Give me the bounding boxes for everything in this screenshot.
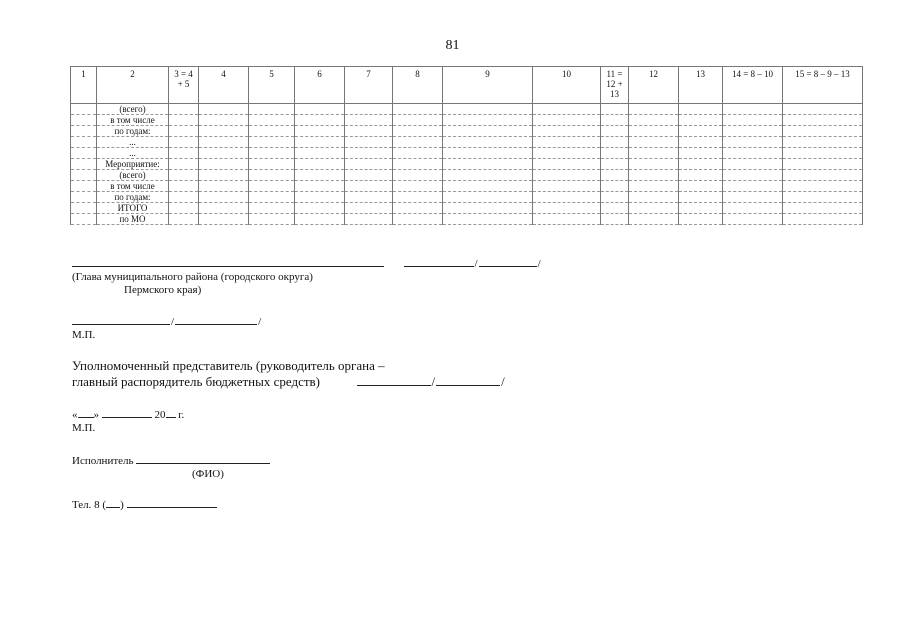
head-caption-line1: (Глава муниципального района (городского округа) xyxy=(72,271,313,283)
table-cell[interactable] xyxy=(723,203,783,214)
table-cell[interactable] xyxy=(249,159,295,170)
table-cell[interactable] xyxy=(601,115,629,126)
table-cell[interactable] xyxy=(679,203,723,214)
table-cell[interactable] xyxy=(783,148,863,159)
table-cell[interactable] xyxy=(533,126,601,137)
table-cell[interactable] xyxy=(249,104,295,115)
form-table xyxy=(70,66,863,225)
table-cell[interactable] xyxy=(443,170,533,181)
table-cell[interactable] xyxy=(345,214,393,225)
table-cell[interactable] xyxy=(169,137,199,148)
table-cell[interactable] xyxy=(601,104,629,115)
table-cell[interactable] xyxy=(393,137,443,148)
column-header: 11 = 12 + 13 xyxy=(601,67,629,104)
representative-signature-line[interactable] xyxy=(357,374,431,386)
page-number: 81 xyxy=(445,38,460,53)
table-cell[interactable] xyxy=(393,181,443,192)
table-cell[interactable] xyxy=(723,170,783,181)
table-cell[interactable] xyxy=(723,148,783,159)
executor-fio-caption: (ФИО) xyxy=(192,468,224,480)
table-cell[interactable] xyxy=(783,214,863,225)
table-cell[interactable] xyxy=(249,148,295,159)
table-cell[interactable] xyxy=(443,203,533,214)
table-cell[interactable] xyxy=(295,170,345,181)
stamp-label: М.П. xyxy=(72,329,96,341)
table-cell[interactable] xyxy=(169,115,199,126)
column-header: 12 xyxy=(629,67,679,104)
table-cell[interactable] xyxy=(249,170,295,181)
table-cell[interactable] xyxy=(345,181,393,192)
table-cell[interactable] xyxy=(169,104,199,115)
table-header-row xyxy=(71,67,863,104)
table-cell[interactable] xyxy=(629,203,679,214)
table-cell[interactable] xyxy=(533,115,601,126)
table-cell[interactable] xyxy=(679,148,723,159)
table-cell[interactable] xyxy=(723,104,783,115)
table-cell[interactable] xyxy=(601,214,629,225)
table-cell[interactable] xyxy=(249,192,295,203)
table-cell[interactable] xyxy=(393,170,443,181)
table-cell[interactable] xyxy=(295,148,345,159)
separator-slash: / xyxy=(431,374,436,389)
table-cell[interactable] xyxy=(629,137,679,148)
table-cell[interactable] xyxy=(295,192,345,203)
table-cell[interactable] xyxy=(199,115,249,126)
table-cell[interactable] xyxy=(199,159,249,170)
table-cell[interactable] xyxy=(443,126,533,137)
head-signature-line[interactable] xyxy=(404,255,474,267)
table-cell[interactable] xyxy=(169,192,199,203)
column-header: 3 = 4 + 5 xyxy=(169,67,199,104)
phone-label: Тел. 8 ( xyxy=(72,499,107,511)
table-cell[interactable] xyxy=(345,192,393,203)
column-header: 5 xyxy=(249,67,295,104)
table-cell[interactable] xyxy=(443,214,533,225)
table-cell[interactable] xyxy=(71,192,97,203)
table-cell[interactable] xyxy=(723,181,783,192)
head-signature-block xyxy=(72,255,542,297)
table-cell[interactable] xyxy=(249,115,295,126)
table-cell[interactable] xyxy=(679,159,723,170)
table-cell[interactable] xyxy=(345,104,393,115)
table-cell[interactable] xyxy=(783,159,863,170)
table-cell[interactable] xyxy=(443,181,533,192)
phone-code-line[interactable] xyxy=(106,496,120,508)
table-cell[interactable] xyxy=(295,104,345,115)
stamp1-name-line[interactable] xyxy=(175,313,257,325)
table-cell[interactable] xyxy=(783,203,863,214)
column-header: 10 xyxy=(533,67,601,104)
table-cell[interactable] xyxy=(71,126,97,137)
date-month-line[interactable] xyxy=(102,406,152,418)
table-cell[interactable] xyxy=(199,170,249,181)
table-cell[interactable] xyxy=(393,126,443,137)
date-year-line[interactable] xyxy=(166,406,176,418)
table-cell[interactable] xyxy=(443,137,533,148)
phone-block xyxy=(72,496,217,512)
column-header: 13 xyxy=(679,67,723,104)
row-label: по годам: xyxy=(97,192,169,203)
table-cell[interactable] xyxy=(629,192,679,203)
table-cell[interactable] xyxy=(295,115,345,126)
date-block xyxy=(72,406,184,435)
table-cell[interactable] xyxy=(71,159,97,170)
table-cell[interactable] xyxy=(679,181,723,192)
table-cell[interactable] xyxy=(393,203,443,214)
table-row xyxy=(71,159,863,170)
table-cell[interactable] xyxy=(723,192,783,203)
table-cell[interactable] xyxy=(169,159,199,170)
column-header: 4 xyxy=(199,67,249,104)
column-header: 6 xyxy=(295,67,345,104)
representative-name-line[interactable] xyxy=(436,374,500,386)
table-cell[interactable] xyxy=(199,192,249,203)
representative-line1: Уполномоченный представитель (руководитель органа – xyxy=(72,358,385,373)
table-cell[interactable] xyxy=(783,192,863,203)
table-cell[interactable] xyxy=(393,115,443,126)
table-cell[interactable] xyxy=(723,159,783,170)
row-label: (всего) xyxy=(97,104,169,115)
table-cell[interactable] xyxy=(679,137,723,148)
table-cell[interactable] xyxy=(533,181,601,192)
separator-slash: / xyxy=(171,316,175,328)
table-cell[interactable] xyxy=(393,214,443,225)
table-cell[interactable] xyxy=(249,137,295,148)
representative-line2: главный распорядитель бюджетных средств) xyxy=(72,374,321,389)
table-cell[interactable] xyxy=(629,214,679,225)
table-cell[interactable] xyxy=(169,170,199,181)
table-cell[interactable] xyxy=(199,181,249,192)
table-cell[interactable] xyxy=(679,170,723,181)
column-header: 2 xyxy=(97,67,169,104)
table-row xyxy=(71,181,863,192)
table-row xyxy=(71,214,863,225)
table-cell[interactable] xyxy=(629,159,679,170)
table-cell[interactable] xyxy=(443,192,533,203)
separator-slash: / xyxy=(474,258,478,270)
table-cell[interactable] xyxy=(679,115,723,126)
date-year-prefix: 20 xyxy=(154,409,166,421)
executor-block xyxy=(72,452,270,481)
table-cell[interactable] xyxy=(295,181,345,192)
table-cell[interactable] xyxy=(443,159,533,170)
column-header: 15 = 8 – 9 – 13 xyxy=(783,67,863,104)
column-header: 1 xyxy=(71,67,97,104)
row-label: ... xyxy=(97,137,169,148)
table-cell[interactable] xyxy=(723,126,783,137)
table-cell[interactable] xyxy=(533,214,601,225)
table-cell[interactable] xyxy=(71,115,97,126)
table-cell[interactable] xyxy=(345,148,393,159)
table-cell[interactable] xyxy=(601,170,629,181)
table-cell[interactable] xyxy=(443,148,533,159)
table-row xyxy=(71,126,863,137)
table-row xyxy=(71,104,863,115)
separator-slash: / xyxy=(258,316,262,328)
table-cell[interactable] xyxy=(533,203,601,214)
head-position-line[interactable] xyxy=(72,255,384,267)
table-cell[interactable] xyxy=(345,170,393,181)
row-label: Мероприятие: xyxy=(97,159,169,170)
table-cell[interactable] xyxy=(295,159,345,170)
table-row xyxy=(71,203,863,214)
executor-name-line[interactable] xyxy=(136,452,270,464)
table-cell[interactable] xyxy=(71,104,97,115)
separator-slash: / xyxy=(537,258,541,270)
table-cell[interactable] xyxy=(169,181,199,192)
table-cell[interactable] xyxy=(393,192,443,203)
head-name-line[interactable] xyxy=(479,255,537,267)
table-cell[interactable] xyxy=(629,181,679,192)
table-cell[interactable] xyxy=(533,192,601,203)
table-row xyxy=(71,137,863,148)
table-cell[interactable] xyxy=(199,137,249,148)
table-cell[interactable] xyxy=(393,104,443,115)
row-label: по годам: xyxy=(97,126,169,137)
table-cell[interactable] xyxy=(601,148,629,159)
table-cell[interactable] xyxy=(783,115,863,126)
table-cell[interactable] xyxy=(71,170,97,181)
table-cell[interactable] xyxy=(679,104,723,115)
table-cell[interactable] xyxy=(629,104,679,115)
table-cell[interactable] xyxy=(629,148,679,159)
table-cell[interactable] xyxy=(783,170,863,181)
table-cell[interactable] xyxy=(723,137,783,148)
row-label: (всего) xyxy=(97,170,169,181)
stamp-block-1 xyxy=(72,313,262,342)
table-cell[interactable] xyxy=(169,203,199,214)
row-label: ИТОГО xyxy=(97,203,169,214)
table-cell[interactable] xyxy=(295,126,345,137)
table-cell[interactable] xyxy=(533,148,601,159)
table-row xyxy=(71,115,863,126)
date-year-suffix: г. xyxy=(178,409,185,421)
table-cell[interactable] xyxy=(783,137,863,148)
table-cell[interactable] xyxy=(249,181,295,192)
table-cell[interactable] xyxy=(601,181,629,192)
table-cell[interactable] xyxy=(443,115,533,126)
table-row xyxy=(71,170,863,181)
table-cell[interactable] xyxy=(533,159,601,170)
table-cell[interactable] xyxy=(601,126,629,137)
head-caption-line2: Пермского края) xyxy=(124,284,202,296)
table-cell[interactable] xyxy=(723,214,783,225)
table-cell[interactable] xyxy=(345,159,393,170)
table-cell[interactable] xyxy=(71,203,97,214)
table-cell[interactable] xyxy=(169,148,199,159)
table-cell[interactable] xyxy=(629,115,679,126)
table-cell[interactable] xyxy=(71,137,97,148)
table-cell[interactable] xyxy=(295,203,345,214)
table-cell[interactable] xyxy=(393,159,443,170)
table-cell[interactable] xyxy=(629,126,679,137)
table-cell[interactable] xyxy=(199,203,249,214)
table-cell[interactable] xyxy=(533,137,601,148)
table-cell[interactable] xyxy=(199,104,249,115)
table-cell[interactable] xyxy=(783,126,863,137)
table-cell[interactable] xyxy=(601,137,629,148)
table-cell[interactable] xyxy=(295,214,345,225)
table-row xyxy=(71,148,863,159)
table-cell[interactable] xyxy=(199,148,249,159)
table-cell[interactable] xyxy=(601,203,629,214)
table-cell[interactable] xyxy=(345,115,393,126)
column-header: 14 = 8 – 10 xyxy=(723,67,783,104)
row-label: в том числе xyxy=(97,181,169,192)
table-cell[interactable] xyxy=(723,115,783,126)
table-cell[interactable] xyxy=(345,203,393,214)
table-cell[interactable] xyxy=(783,181,863,192)
column-header: 8 xyxy=(393,67,443,104)
representative-block xyxy=(72,358,506,390)
table-row xyxy=(71,192,863,203)
table-cell[interactable] xyxy=(71,214,97,225)
stamp-label: М.П. xyxy=(72,422,96,434)
separator-slash: / xyxy=(501,374,505,389)
table-cell[interactable] xyxy=(601,159,629,170)
table-cell[interactable] xyxy=(71,181,97,192)
table-cell[interactable] xyxy=(679,192,723,203)
table-cell[interactable] xyxy=(533,170,601,181)
table-cell[interactable] xyxy=(345,137,393,148)
stamp1-signature-line[interactable] xyxy=(72,313,170,325)
table-cell[interactable] xyxy=(629,170,679,181)
table-cell[interactable] xyxy=(249,203,295,214)
table-cell[interactable] xyxy=(199,214,249,225)
phone-close-paren: ) xyxy=(120,499,124,511)
table-cell[interactable] xyxy=(443,104,533,115)
table-cell[interactable] xyxy=(679,126,723,137)
column-header: 7 xyxy=(345,67,393,104)
executor-label: Исполнитель xyxy=(72,455,134,467)
table-cell[interactable] xyxy=(169,126,199,137)
date-day-line[interactable] xyxy=(78,406,94,418)
row-label: ... xyxy=(97,148,169,159)
table-cell[interactable] xyxy=(393,148,443,159)
date-open-quote: « xyxy=(72,409,78,421)
table-cell[interactable] xyxy=(783,104,863,115)
row-label: в том числе xyxy=(97,115,169,126)
table-cell[interactable] xyxy=(169,214,199,225)
row-label: по МО xyxy=(97,214,169,225)
table-cell[interactable] xyxy=(249,214,295,225)
table-cell[interactable] xyxy=(71,148,97,159)
phone-number-line[interactable] xyxy=(127,496,217,508)
table-cell[interactable] xyxy=(533,104,601,115)
table-cell[interactable] xyxy=(199,126,249,137)
column-header: 9 xyxy=(443,67,533,104)
table-cell[interactable] xyxy=(345,126,393,137)
table-cell[interactable] xyxy=(679,214,723,225)
table-cell[interactable] xyxy=(249,126,295,137)
table-cell[interactable] xyxy=(295,137,345,148)
table-cell[interactable] xyxy=(601,192,629,203)
date-close-quote: » xyxy=(93,409,99,421)
